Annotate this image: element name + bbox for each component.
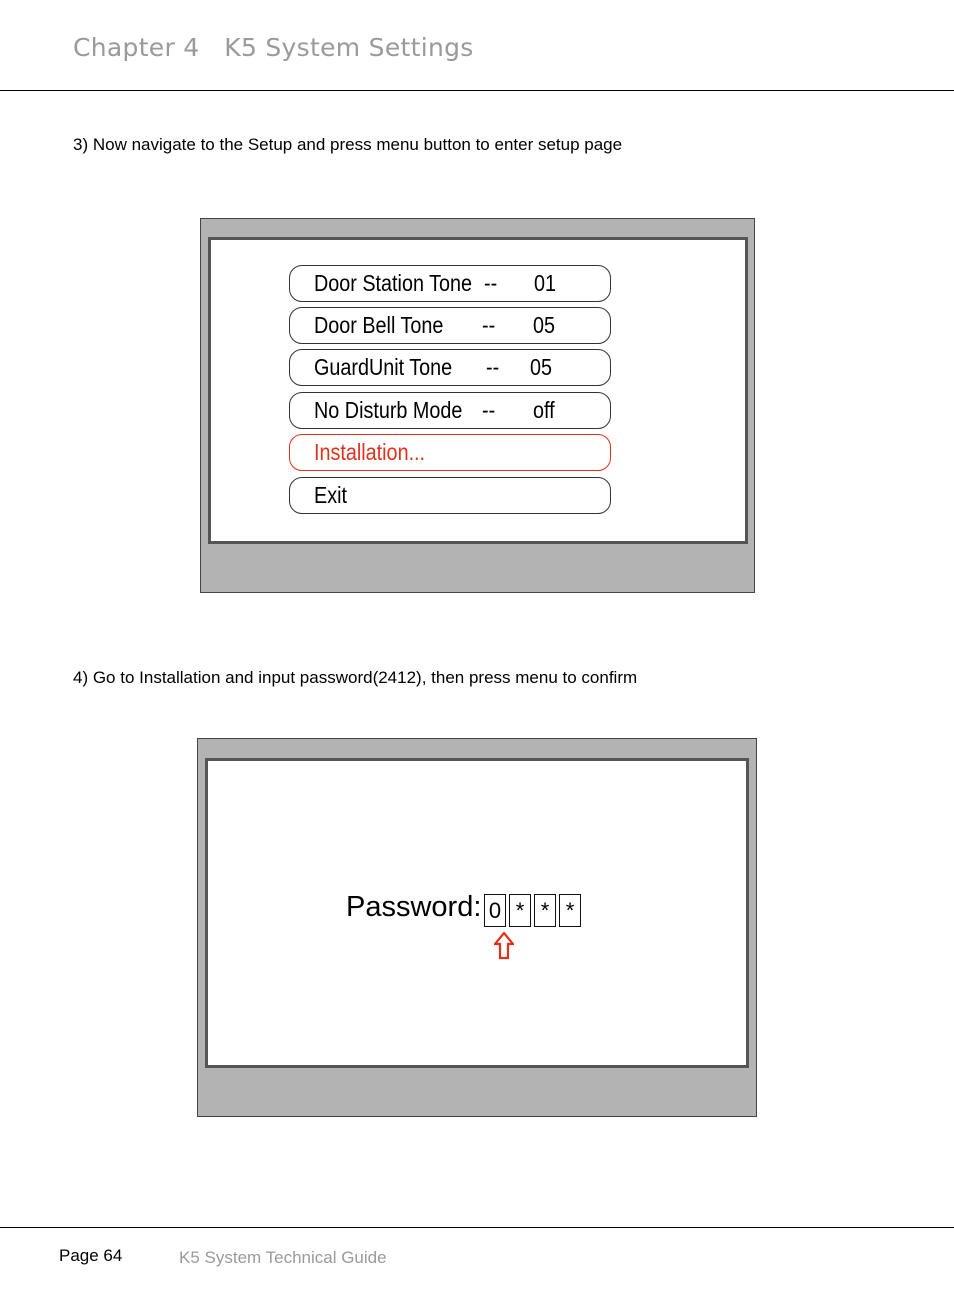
menu-item-label: Exit — [314, 482, 347, 508]
arrow-up-icon — [494, 932, 514, 960]
password-digit-box[interactable]: * — [534, 894, 556, 927]
menu-item-label: Door Station Tone — [314, 270, 472, 296]
guide-title: K5 System Technical Guide — [179, 1248, 387, 1267]
header-divider — [0, 90, 954, 91]
menu-item-label: GuardUnit Tone — [314, 354, 453, 380]
menu-item-door-station-tone[interactable] — [289, 265, 611, 302]
menu-item-installation[interactable] — [289, 434, 611, 471]
step-3-text: 3) Now navigate to the Setup and press menu button to enter setup page — [73, 135, 623, 154]
page-number: Page 64 — [59, 1246, 123, 1265]
password-label: Password: — [346, 891, 482, 923]
password-panel — [205, 758, 749, 1068]
menu-item-value: 01 — [534, 270, 557, 296]
password-digit-box[interactable]: * — [509, 894, 531, 927]
menu-item-exit[interactable] — [289, 477, 611, 514]
menu-item-value: 05 — [530, 354, 553, 380]
menu-item-value: 05 — [533, 312, 556, 338]
menu-item-separator: -- — [486, 354, 500, 380]
step-4-text: 4) Go to Installation and input password(2412), then press menu to confirm — [73, 668, 638, 687]
menu-item-value: off — [533, 397, 555, 423]
menu-item-label: No Disturb Mode — [314, 397, 463, 423]
setup-screen — [200, 218, 755, 593]
menu-item-door-bell-tone[interactable] — [289, 307, 611, 344]
setup-menu-panel — [208, 237, 748, 544]
chapter-title: Chapter 4 K5 System Settings — [73, 33, 474, 62]
password-digit-box[interactable]: * — [559, 894, 581, 927]
password-screen — [197, 738, 757, 1117]
footer-divider — [0, 1227, 954, 1228]
password-digit-box[interactable]: 0 — [484, 894, 506, 927]
menu-item-label: Installation... — [314, 439, 426, 465]
menu-item-separator: -- — [482, 312, 496, 338]
menu-item-no-disturb-mode[interactable] — [289, 392, 611, 429]
menu-item-guardunit-tone[interactable] — [289, 349, 611, 386]
menu-item-separator: -- — [482, 397, 496, 423]
menu-item-label: Door Bell Tone — [314, 312, 444, 338]
menu-item-separator: -- — [484, 270, 498, 296]
